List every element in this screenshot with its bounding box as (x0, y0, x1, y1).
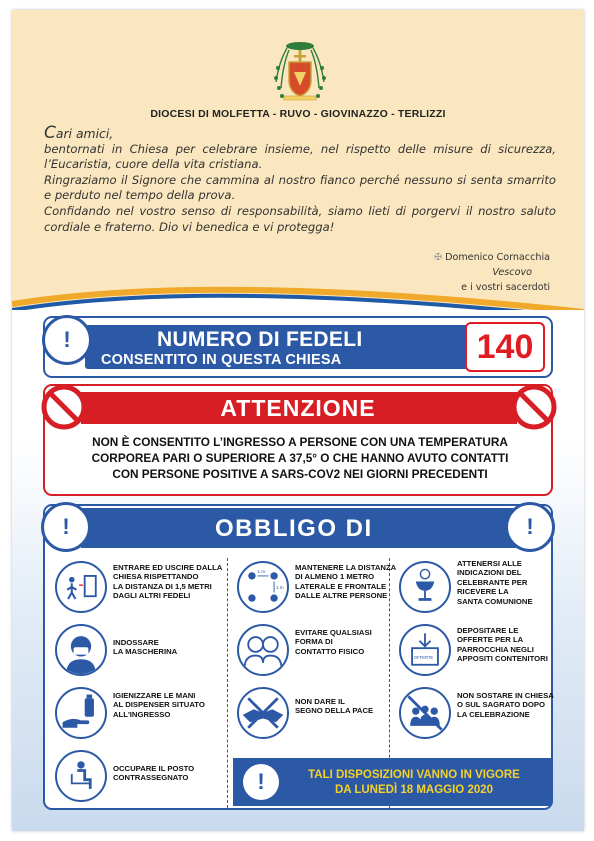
hand-sanitizer-icon (55, 687, 107, 739)
no-handshake-icon (237, 687, 289, 739)
rule-text (457, 559, 559, 606)
rule-text (457, 626, 559, 664)
rule-text (457, 691, 559, 719)
rule-line: AL DISPENSER SITUATO (113, 700, 205, 710)
rule-line: EVITARE QUALSIASI (295, 628, 372, 637)
rule-line: NON SOSTARE IN CHIESA (457, 691, 554, 700)
seated-person-icon (55, 750, 107, 802)
signature-others: e i vostri sacerdoti (461, 282, 550, 293)
rule-text (113, 563, 235, 601)
cross-icon: ✠ (433, 252, 446, 263)
rule-line: LA CELEBRAZIONE (457, 709, 530, 719)
signature-name: Domenico Cornacchia (445, 252, 550, 263)
bishop-coat-of-arms-icon (270, 38, 330, 104)
warning-line: CON PERSONE POSITIVE A SARS-COV2 NEI GIORNI PRECEDENTI (112, 467, 488, 481)
notice-page (12, 10, 584, 831)
greeting-letter (44, 123, 556, 235)
rule-text (295, 563, 405, 601)
rule-text (113, 691, 235, 719)
letter-paragraph: bentornati in Chiesa per celebrare insieme, nel rispetto delle misure di sicurezza, l’Eucaristia, cuore della vita cristiana. (44, 141, 556, 172)
capacity-count: 140 (465, 322, 545, 372)
rule-line: NON DARE IL (295, 697, 345, 706)
rule-line: DAGLI ALTRI FEDELI (113, 591, 191, 601)
box-label: OFFERTE (413, 655, 434, 661)
rule-line: IGIENIZZARE LE MANI (113, 691, 196, 700)
exclamation-icon: ! (505, 502, 555, 552)
rule-line: ENTRARE ED USCIRE DALLA (113, 563, 223, 572)
letter-greeting: Cari amici, (44, 123, 114, 143)
warning-banner (43, 384, 553, 496)
effective-date-line: TALI DISPOSIZIONI VANNO IN VIGORE (308, 769, 520, 781)
rule-line: CELEBRANTE PER (457, 577, 528, 587)
rule-line: DALLE ALTRE PERSONE (295, 591, 388, 601)
rule-line: PARROCCHIA NEGLI (457, 644, 534, 654)
rule-text (113, 638, 235, 657)
signature-role: Vescovo (492, 267, 532, 278)
rule-line: CONTATTO FISICO (295, 646, 365, 656)
social-distance-icon (237, 561, 289, 613)
rule-line: LA MASCHERINA (113, 647, 178, 657)
rule-line: ALL'INGRESSO (113, 709, 171, 719)
chalice-host-icon (399, 561, 451, 613)
rule-line: CONTRASSEGNATO (113, 773, 189, 783)
no-contact-icon (237, 624, 289, 676)
capacity-subtitle: CONSENTITO IN QUESTA CHIESA (101, 352, 342, 368)
warning-line: CORPOREA PARI O SUPERIORE A 37,5° O CHE HANNO AVUTO CONTATTI (91, 451, 509, 465)
rule-line: ATTENERSI ALLE (457, 559, 522, 568)
rule-text (295, 697, 405, 716)
rule-text (295, 628, 405, 656)
warning-text (65, 434, 535, 482)
entrance-distance-icon (55, 561, 107, 613)
rule-line: OFFERTE PER LA (457, 635, 524, 645)
rule-line: INDICAZIONI DEL (457, 568, 522, 578)
exclamation-icon: ! (243, 764, 279, 800)
obligations-title: OBBLIGO DI (215, 515, 373, 542)
obligations-panel (43, 504, 553, 810)
capacity-banner (43, 316, 553, 378)
exclamation-icon: ! (41, 502, 91, 552)
face-mask-icon (55, 624, 107, 676)
letter-paragraph: Confidando nel vostro senso di responsabilità, siamo lieti di porgervi il nostro saluto cordiale e fraterno. Dio vi benedica e vi protegga! (44, 203, 556, 234)
rule-line: SANTA COMUNIONE (457, 596, 533, 606)
offering-box-icon (399, 624, 451, 676)
warning-line: NON È CONSENTITO L’INGRESSO A PERSONE CON UNA TEMPERATURA (92, 435, 508, 449)
rule-line: APPOSITI CONTENITORI (457, 654, 548, 664)
rule-line: DI ALMENO 1 METRO (295, 572, 375, 582)
capacity-title: NUMERO DI FEDELI (157, 328, 363, 351)
rule-line: LATERALE E FRONTALE (295, 581, 387, 591)
rule-text (113, 764, 235, 783)
warning-title: ATTENZIONE (220, 395, 376, 421)
effective-date-box (233, 758, 551, 806)
rule-line: RICEVERE LA (457, 587, 509, 597)
rule-line: DEPOSITARE LE (457, 626, 519, 635)
effective-date-line: DA LUNEDÌ 18 MAGGIO 2020 (334, 784, 494, 796)
no-gathering-icon (399, 687, 451, 739)
letter-paragraph: Ringraziamo il Signore che cammina al nostro fianco perché nessuno si senta smarrito e perduto nel tempo della prova. (44, 172, 556, 203)
rule-line: OCCUPARE IL POSTO (113, 764, 195, 773)
diocese-title: DIOCESI DI MOLFETTA - RUVO - GIOVINAZZO - TERLIZZI (150, 108, 446, 120)
effective-date-text (283, 768, 545, 798)
rule-line: SEGNO DELLA PACE (295, 706, 374, 716)
distance-label: 1 m (275, 584, 284, 590)
exclamation-icon: ! (42, 315, 92, 365)
rule-line: INDOSSARE (113, 638, 159, 647)
rule-line: FORMA DI (295, 637, 333, 647)
distance-label: 1 m (257, 569, 266, 575)
rule-line: CHIESA RISPETTANDO (113, 572, 199, 582)
rule-line: LA DISTANZA DI 1,5 METRI (113, 581, 212, 591)
rule-line: MANTENERE LA DISTANZA (295, 563, 397, 572)
rule-line: O SUL SAGRATO DOPO (457, 700, 545, 710)
